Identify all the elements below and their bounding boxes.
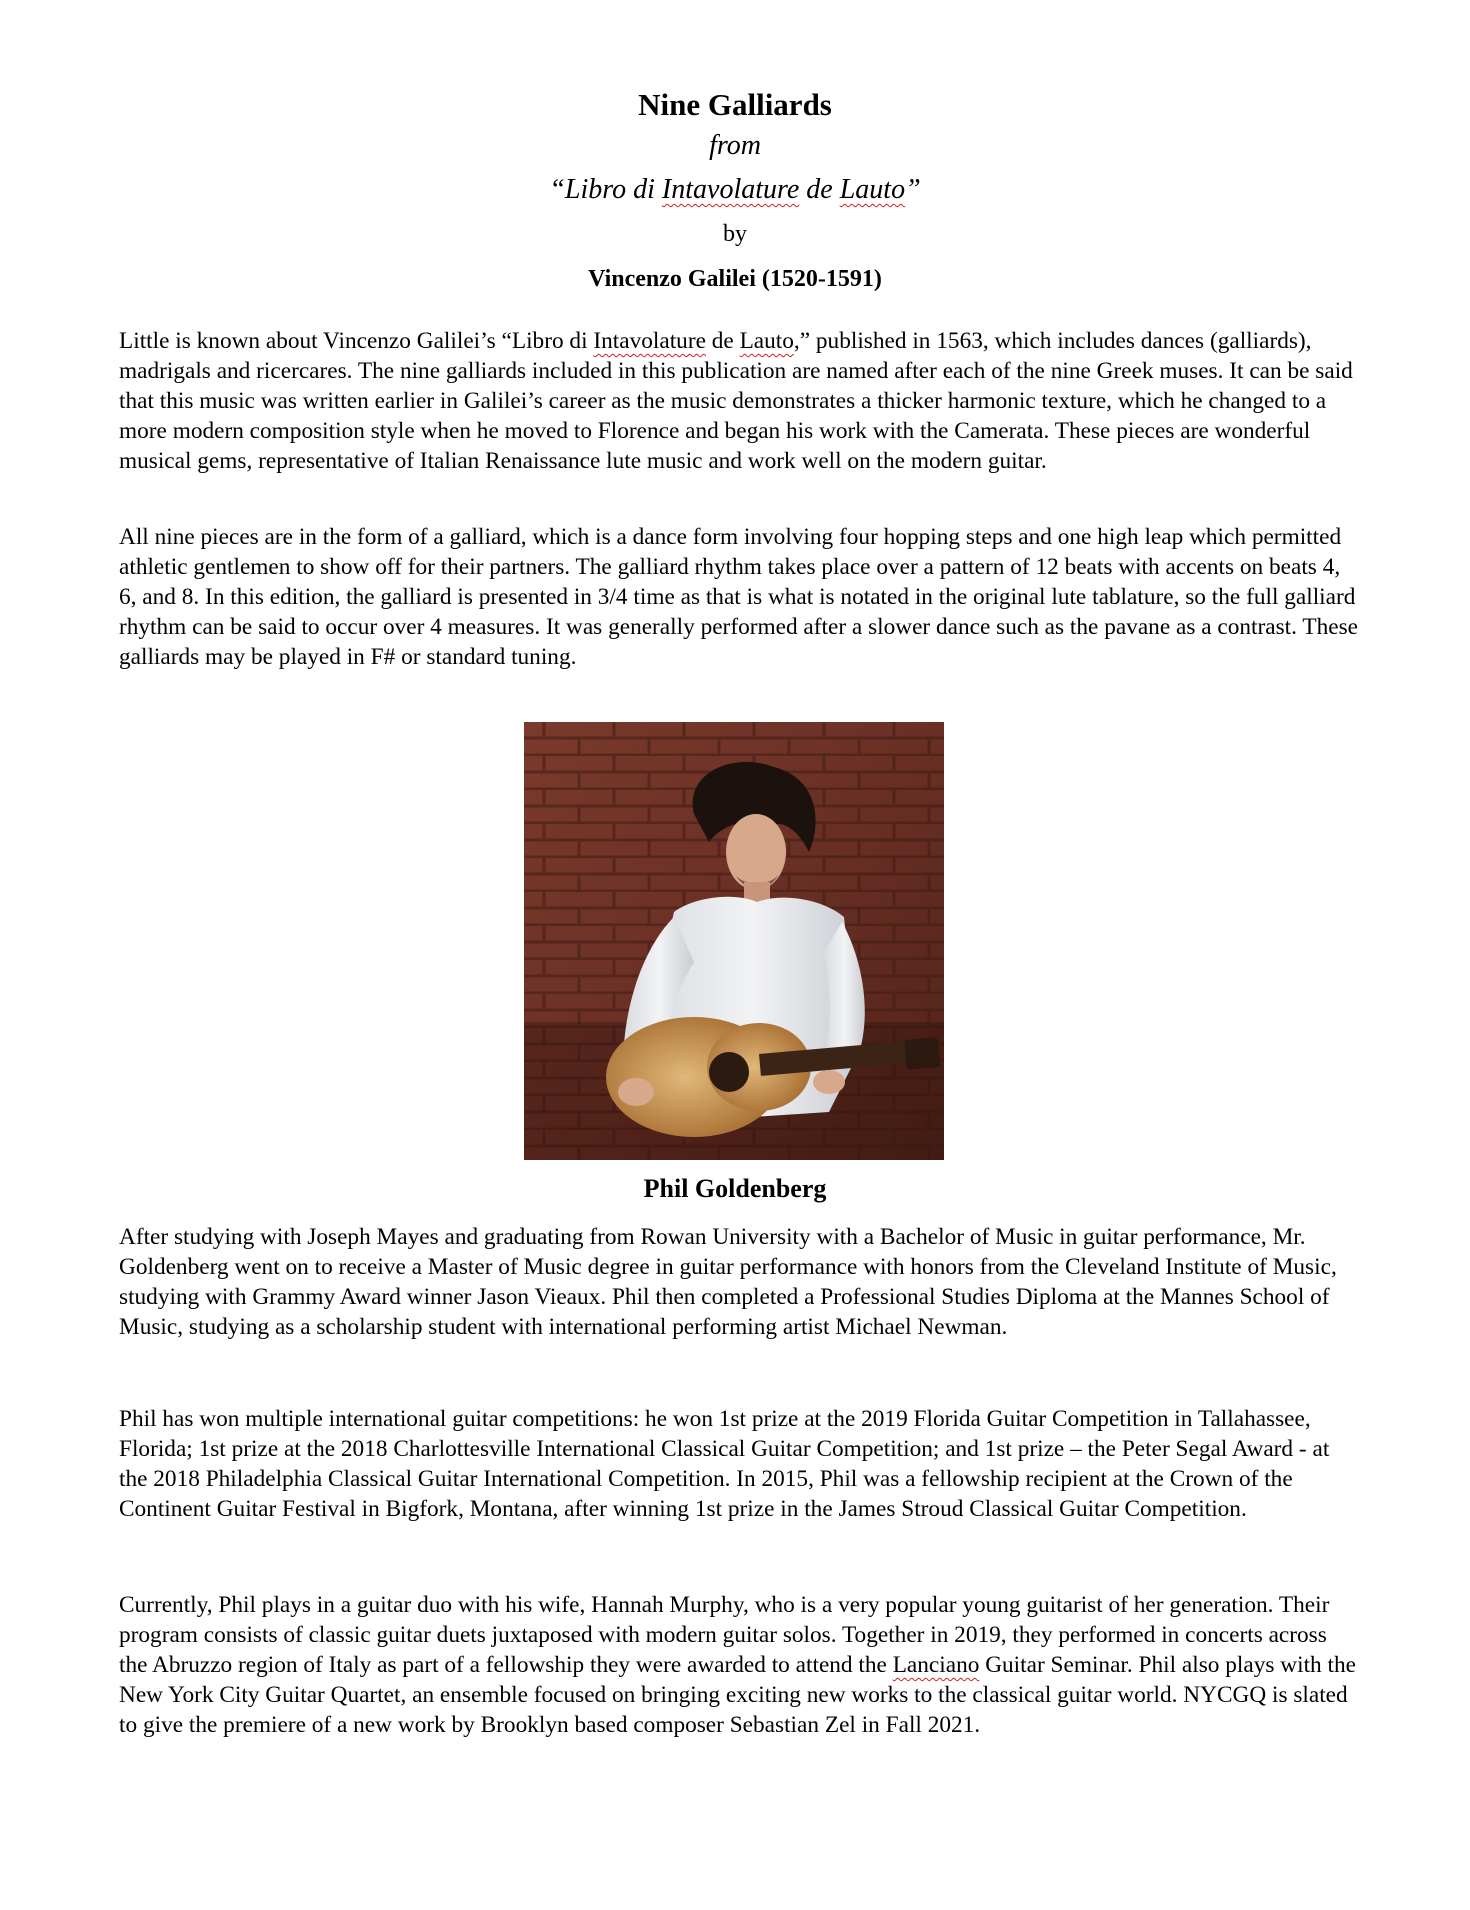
photo-caption: Phil Goldenberg — [643, 1174, 827, 1203]
work-title-part-1: Libro di — [564, 174, 662, 205]
bio-paragraph-3 — [119, 1590, 1359, 1740]
bio-p3-text-b: Guitar Seminar. Phil also plays with the New York City Guitar Quartet, an ensemble focused on bringing exciting new works to the classical guitar world. NYCGQ is slated to give the premiere of a new work by Brooklyn based composer Sebastian Zel in Fall 2021. — [119, 1652, 1356, 1738]
intro-p1-text-a: Little is known about Vincenzo Galilei’s “Libro di — [119, 328, 594, 354]
guitarist-photo-illustration — [524, 722, 944, 1160]
spellcheck-word-lauto-body: Lauto — [739, 328, 794, 354]
by-line: by — [723, 221, 747, 247]
page-title: Nine Galliards — [638, 87, 832, 122]
intro-p1-text-b: de — [705, 328, 740, 354]
spellcheck-word-intavolature: Intavolature — [661, 174, 800, 205]
spellcheck-word-intavolature-body: Intavolature — [593, 328, 706, 354]
bio-paragraph-2: Phil has won multiple international guitar competitions: he won 1st prize at the 2019 Florida Guitar Competition in Tallahassee, Florida; 1st prize at the 2018 Charlottesville International Classical Guitar Competition; and 1st prize – the Peter Segal Award - at the 2018 Philadelphia Classical Guitar International Competition. In 2015, Phil was a fellowship recipient at the Crown of the Continent Guitar Festival in Bigfork, Montana, after winning 1st prize in the James Stroud Classical Guitar Competition. — [119, 1406, 1330, 1522]
work-title — [0, 172, 1470, 208]
guitarist-photo — [524, 722, 944, 1160]
work-title-part-3: de — [799, 174, 840, 205]
close-quote: ” — [905, 174, 921, 205]
intro-p1-text-c: ,” published in 1563, which includes dances (galliards), madrigals and ricercares. The nine galliards included in this publication are named after each of the nine Greek muses. It can be said that this music was written earlier in Galilei’s career as the music demonstrates a thicker harmonic texture, which he changed to a more modern composition style when he moved to Florence and began his work with the Camerata. These pieces are wonderful musical gems, representative of Italian Renaissance lute music and work well on the modern guitar. — [119, 328, 1353, 474]
spellcheck-word-lanciano: Lanciano — [892, 1652, 980, 1678]
intro-paragraph-1 — [119, 326, 1359, 476]
intro-paragraph-2: All nine pieces are in the form of a galliard, which is a dance form involving four hopping steps and one high leap which permitted athletic gentlemen to show off for their partners. The galliard rhythm takes place over a pattern of 12 beats with accents on beats 4, 6, and 8. In this edition, the galliard is presented in 3/4 time as that is what is notated in the original lute tablature, so the full galliard rhythm can be said to occur over 4 measures. It was generally performed after a slower dance such as the pavane as a contrast. These galliards may be played in F# or standard tuning. — [119, 524, 1358, 670]
open-quote: “ — [549, 174, 565, 205]
bio-p3-text-a: Currently, Phil plays in a guitar duo with his wife, Hannah Murphy, who is a very popular young guitarist of her generation. Their program consists of classic guitar duets juxtaposed with modern guitar solos. Together in 2019, they performed in concerts across the Abruzzo region of Italy as part of a fellowship they were awarded to attend the — [119, 1592, 1330, 1678]
composer-line: Vincenzo Galilei (1520-1591) — [588, 266, 882, 292]
spellcheck-word-lauto: Lauto — [839, 174, 906, 205]
bio-paragraph-1: After studying with Joseph Mayes and graduating from Rowan University with a Bachelor of Music in guitar performance, Mr. Goldenberg went on to receive a Master of Music degree in guitar performance with honors from the Cleveland Institute of Music, studying with Grammy Award winner Jason Vieaux. Phil then completed a Professional Studies Diploma at the Mannes School of Music, studying as a scholarship student with international performing artist Michael Newman. — [119, 1224, 1337, 1340]
from-line: from — [709, 130, 761, 161]
